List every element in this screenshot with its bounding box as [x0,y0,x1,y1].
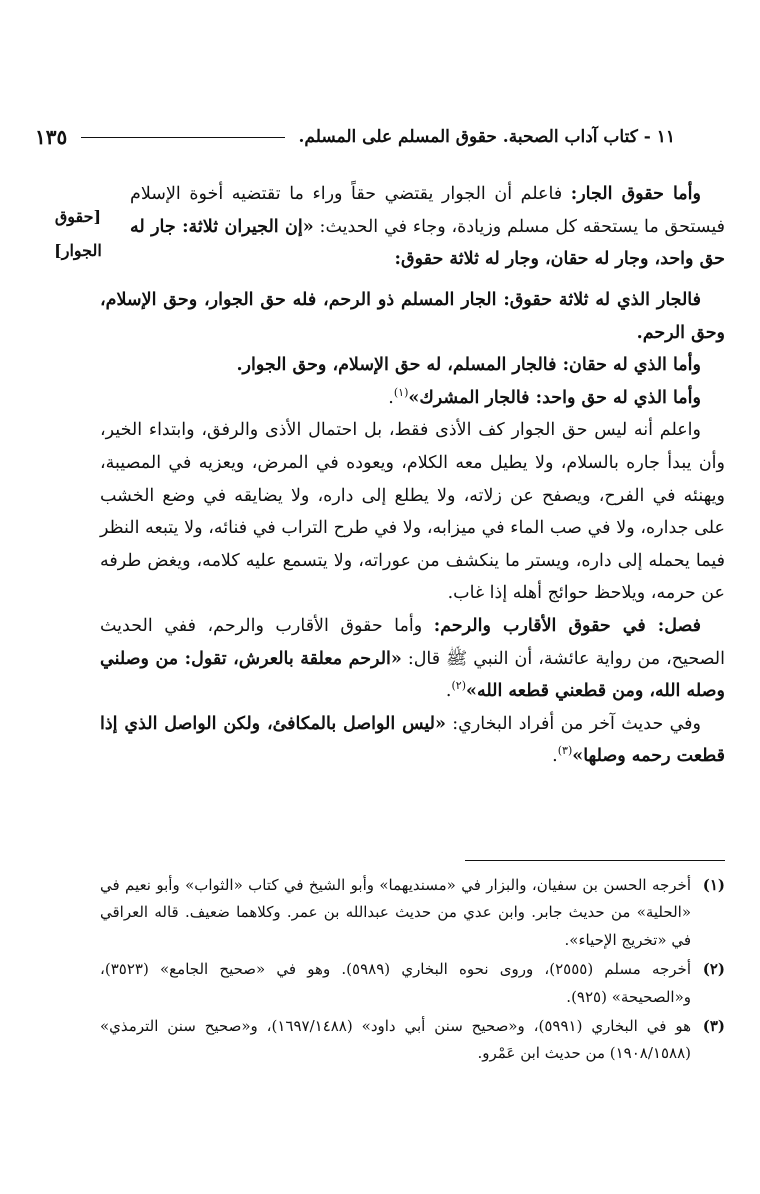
header-title: ١١ - كتاب آداب الصحبة. حقوق المسلم على المسلم. [298,127,675,147]
footnote-ref: (٢) [451,679,466,693]
hadith-quote: «إن الجيران ثلاثة: جار له حق واحد، وجار له حقان، وجار له ثلاثة حقوق: [130,216,725,270]
bold-lead: وأما الذي له حقان: فالجار المسلم، له حق الإسلام، وحق الجوار. [236,355,701,376]
footnote-number: (١) [702,876,725,894]
paragraph-end: . [552,746,558,767]
footnotes [100,872,725,1070]
footnote-3 [100,1013,725,1068]
footnote-number: (٢) [702,960,725,979]
paragraph-two-rights [100,349,725,382]
hadith-quote: «ليس الواصل بالمكافئ، ولكن الواصل الذي إذا قطعت رحمه وصلها» [100,713,725,767]
paragraph-neighbor-rights [130,178,725,276]
paragraph-end: . [388,387,394,408]
footnote-text: أخرجه الحسن بن سفيان، والبزار في «مسنديهما» وأبو الشيخ في كتاب «الثواب» وأبو نعيم في «الحلية» من حديث جابر. وابن عدي من حديث عبدالله بن عمر. وكلاهما ضعيف. قاله العراقي في «تخريج الإحياء». [100,876,691,949]
footnote-number: (٣) [702,1017,725,1036]
paragraph-text: واعلم أنه ليس حق الجوار كف الأذى فقط، بل احتمال الأذى والرفق، وابتداء الخير، وأن يبدأ جاره بالسلام، ولا يطيل معه الكلام، ويعوده في المرض، ويعزيه في المصيبة، ويهنئه في الفرح، ويصفح عن زلاته، ولا يطلع إلى داره، ولا يضايقه في وضع الخشب على جداره، ولا في صب الماء في ميزابه، ولا في طرح التراب في فنائه، ولا يتبعه النظر فيما يحمله إلى داره، ويستر ما ينكشف من عوراته، ولا يتسمع عليه كلامه، ويغض طرفه عن حرمه، ويلاحظ حوائج أهله إذا غاب. [100,420,725,604]
bold-lead: وأما الذي له حق واحد: فالجار المشرك» [408,387,701,408]
margin-note: [حقوق الجوار] [54,207,102,260]
main-text-continued [100,284,725,773]
footnote-ref: (٣) [557,744,573,758]
footnote-text: هو في البخاري (٥٩٩١)، و«صحيح سنن أبي داود» (١٦٩٧/١٤٨٨)، و«صحيح سنن الترمذي» (١٩٠٨/١٥٨٨) من حديث ابن عَمْرو. [100,1017,691,1063]
bold-lead: وأما حقوق الجار: [570,184,701,204]
header-rule [81,137,284,138]
footnote-text: أخرجه مسلم (٢٥٥٥)، وروى نحوه البخاري (٥٩٨٩). وهو في «صحيح الجامع» (٣٥٢٣)، و«الصحيحة» (٩٢٥). [100,960,691,1006]
paragraph-kinship-rights [100,610,725,708]
footnote-1 [100,872,725,954]
paragraph-bukhari-hadith [100,708,725,773]
footnote-2 [100,956,725,1011]
main-text [130,178,725,276]
bold-lead: فالجار الذي له ثلاثة حقوق: الجار المسلم ذو الرحم، فله حق الجوار، وحق الإسلام، وحق الرحم. [100,290,725,343]
page-number: ١٣٥ [35,125,68,149]
section-heading: فصل: في حقوق الأقارب والرحم: [433,615,701,636]
paragraph-end: . [445,681,452,702]
running-header [35,120,675,154]
paragraph-one-right [100,382,725,415]
footnote-ref: (١) [393,385,409,399]
paragraph-text: فاعلم أن الجوار يقتضي حقاً وراء ما تقتضيه أخوة الإسلام فيستحق ما يستحقه كل مسلم وزيادة، وجاء في الحديث: [130,184,725,237]
paragraph-text: وفي حديث آخر من أفراد البخاري: [445,713,701,734]
paragraph-neighbor-duties [100,414,725,610]
paragraph-text: وأما حقوق الأقارب والرحم، ففي الحديث الصحيح، من رواية عائشة، أن النبي ﷺ قال: [100,615,725,669]
paragraph-three-rights [100,284,725,349]
footnote-rule [465,860,725,861]
hadith-quote: «الرحم معلقة بالعرش، تقول: من وصلني وصله الله، ومن قطعني قطعه الله» [100,648,725,702]
